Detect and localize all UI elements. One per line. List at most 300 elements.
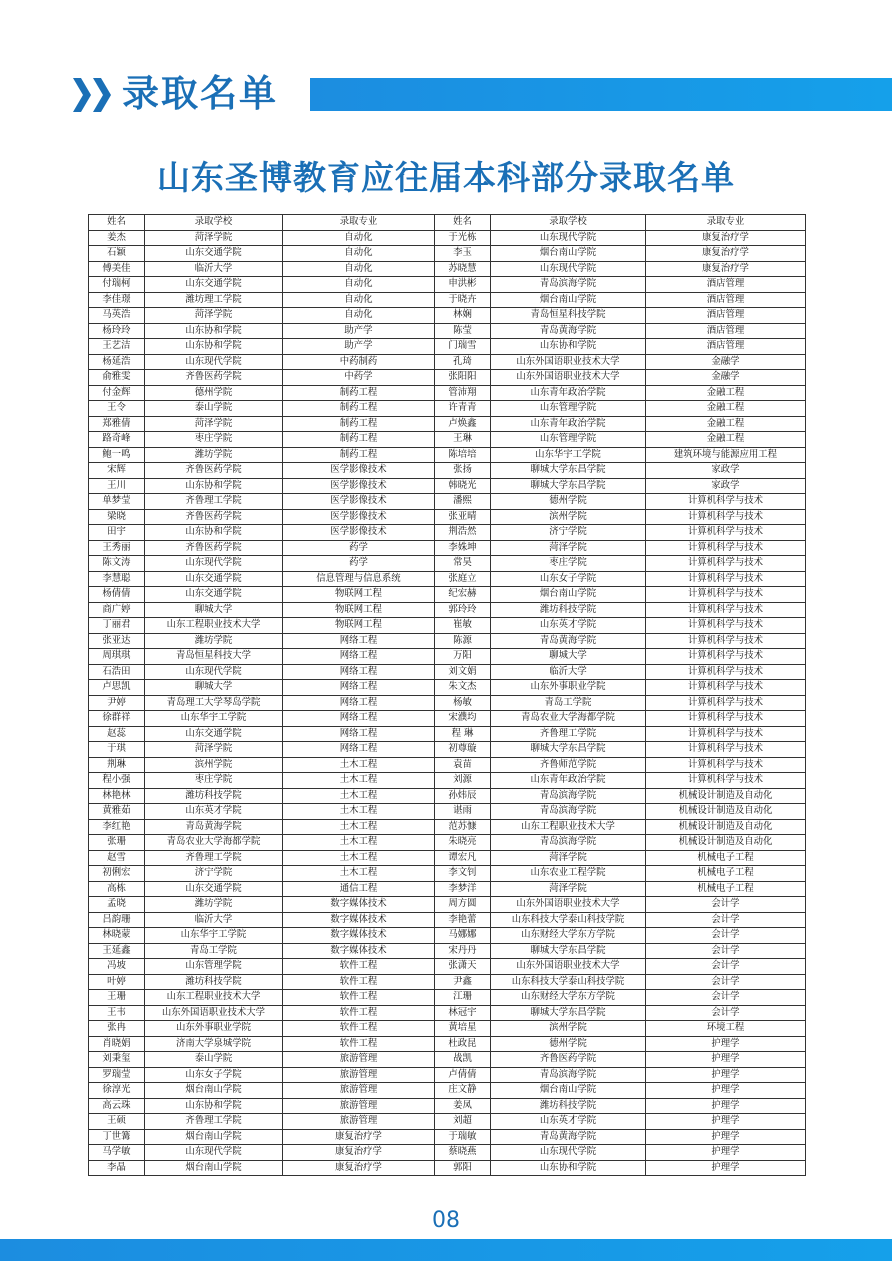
table-cell: 山东农业工程学院 — [491, 866, 646, 882]
table-cell: 青岛滨海学院 — [491, 804, 646, 820]
table-cell: 李姝坤 — [435, 540, 491, 556]
table-cell: 网络工程 — [283, 742, 435, 758]
table-row — [89, 1036, 806, 1052]
table-row — [89, 587, 806, 603]
table-cell: 马英浩 — [89, 308, 145, 324]
table-cell: 山东科技大学泰山科技学院 — [491, 912, 646, 928]
table-cell: 临沂大学 — [145, 261, 283, 277]
table-cell: 酒店管理 — [646, 308, 806, 324]
table-cell: 旅游管理 — [283, 1067, 435, 1083]
table-row — [89, 1114, 806, 1130]
table-cell: 土木工程 — [283, 835, 435, 851]
table-cell: 酒店管理 — [646, 323, 806, 339]
table-cell: 初尊璇 — [435, 742, 491, 758]
column-header: 录取学校 — [145, 215, 283, 231]
table-cell: 崔敏 — [435, 618, 491, 634]
table-cell: 旅游管理 — [283, 1114, 435, 1130]
table-cell: 山东协和学院 — [145, 478, 283, 494]
table-cell: 齐鲁医药学院 — [145, 370, 283, 386]
table-cell: 山东管理学院 — [145, 959, 283, 975]
table-cell: 山东女子学院 — [491, 571, 646, 587]
table-cell: 常昊 — [435, 556, 491, 572]
table-row — [89, 897, 806, 913]
table-cell: 郭阳 — [435, 1160, 491, 1176]
table-cell: 叶婷 — [89, 974, 145, 990]
table-cell: 山东交通学院 — [145, 246, 283, 262]
table-cell: 自动化 — [283, 246, 435, 262]
table-cell: 康复治疗学 — [646, 261, 806, 277]
table-cell: 会计学 — [646, 912, 806, 928]
table-cell: 荆琳 — [89, 757, 145, 773]
table-cell: 张扬 — [435, 463, 491, 479]
table-cell: 潍坊学院 — [145, 897, 283, 913]
table-cell: 王秀丽 — [89, 540, 145, 556]
table-cell: 卢倩倩 — [435, 1067, 491, 1083]
table-cell: 齐鲁理工学院 — [145, 494, 283, 510]
table-cell: 尹鑫 — [435, 974, 491, 990]
table-cell: 山东协和学院 — [491, 339, 646, 355]
table-cell: 山东英才学院 — [491, 1114, 646, 1130]
column-header: 录取专业 — [646, 215, 806, 231]
table-cell: 会计学 — [646, 897, 806, 913]
table-cell: 张庭立 — [435, 571, 491, 587]
table-cell: 计算机科学与技术 — [646, 571, 806, 587]
table-cell: 数字媒体技术 — [283, 928, 435, 944]
table-cell: 金融工程 — [646, 401, 806, 417]
table-cell: 袁苗 — [435, 757, 491, 773]
table-row — [89, 416, 806, 432]
table-cell: 青岛黄海学院 — [145, 819, 283, 835]
table-cell: 烟台南山学院 — [491, 587, 646, 603]
table-cell: 张潇天 — [435, 959, 491, 975]
table-cell: 会计学 — [646, 1005, 806, 1021]
table-cell: 张冉 — [89, 1021, 145, 1037]
table-cell: 土木工程 — [283, 819, 435, 835]
table-cell: 计算机科学与技术 — [646, 525, 806, 541]
table-cell: 土木工程 — [283, 804, 435, 820]
table-cell: 青岛理工大学琴岛学院 — [145, 695, 283, 711]
table-cell: 护理学 — [646, 1145, 806, 1161]
table-row — [89, 323, 806, 339]
table-cell: 土木工程 — [283, 757, 435, 773]
table-cell: 山东财经大学东方学院 — [491, 990, 646, 1006]
table-cell: 王令 — [89, 401, 145, 417]
table-cell: 计算机科学与技术 — [646, 649, 806, 665]
table-cell: 杨敏 — [435, 695, 491, 711]
table-cell: 青岛黄海学院 — [491, 1129, 646, 1145]
table-cell: 山东现代学院 — [145, 1145, 283, 1161]
table-cell: 旅游管理 — [283, 1098, 435, 1114]
table-row — [89, 370, 806, 386]
table-cell: 陈莹 — [435, 323, 491, 339]
table-cell: 谌雨 — [435, 804, 491, 820]
table-cell: 山东协和学院 — [145, 1098, 283, 1114]
table-cell: 山东青年政治学院 — [491, 385, 646, 401]
table-cell: 泰山学院 — [145, 1052, 283, 1068]
table-cell: 网络工程 — [283, 695, 435, 711]
table-cell: 烟台南山学院 — [491, 246, 646, 262]
table-cell: 制药工程 — [283, 432, 435, 448]
table-cell: 金融工程 — [646, 385, 806, 401]
table-cell: 聊城大学 — [491, 649, 646, 665]
column-header: 姓名 — [89, 215, 145, 231]
table-row — [89, 943, 806, 959]
table-cell: 济南大学泉城学院 — [145, 1036, 283, 1052]
table-cell: 自动化 — [283, 292, 435, 308]
table-cell: 杨倩倩 — [89, 587, 145, 603]
table-cell: 护理学 — [646, 1114, 806, 1130]
column-header: 录取专业 — [283, 215, 435, 231]
table-cell: 中药学 — [283, 370, 435, 386]
table-cell: 网络工程 — [283, 633, 435, 649]
table-cell: 齐鲁医药学院 — [145, 463, 283, 479]
table-cell: 杨延浩 — [89, 354, 145, 370]
table-cell: 潍坊理工学院 — [145, 292, 283, 308]
table-cell: 机械设计制造及自动化 — [646, 835, 806, 851]
table-cell: 山东工程职业技术大学 — [145, 990, 283, 1006]
table-cell: 山东青年政治学院 — [491, 416, 646, 432]
table-cell: 山东交通学院 — [145, 881, 283, 897]
table-cell: 王韦 — [89, 1005, 145, 1021]
table-row — [89, 432, 806, 448]
table-cell: 护理学 — [646, 1098, 806, 1114]
table-cell: 付瑞柯 — [89, 277, 145, 293]
table-cell: 郭玲玲 — [435, 602, 491, 618]
table-cell: 山东外国语职业技术大学 — [491, 897, 646, 913]
table-cell: 山东外国语职业技术大学 — [491, 370, 646, 386]
column-header: 录取学校 — [491, 215, 646, 231]
table-cell: 护理学 — [646, 1129, 806, 1145]
table-cell: 临沂大学 — [491, 664, 646, 680]
table-cell: 家政学 — [646, 463, 806, 479]
table-cell: 丁世篝 — [89, 1129, 145, 1145]
table-cell: 山东工程职业技术大学 — [491, 819, 646, 835]
table-cell: 青岛工学院 — [145, 943, 283, 959]
table-cell: 刘超 — [435, 1114, 491, 1130]
table-cell: 孙炜辰 — [435, 788, 491, 804]
table-cell: 商广婷 — [89, 602, 145, 618]
table-cell: 计算机科学与技术 — [646, 587, 806, 603]
table-cell: 郑雅倩 — [89, 416, 145, 432]
table-cell: 数字媒体技术 — [283, 912, 435, 928]
table-cell: 软件工程 — [283, 1005, 435, 1021]
table-cell: 石颖 — [89, 246, 145, 262]
table-cell: 鲍一鸣 — [89, 447, 145, 463]
table-cell: 医学影像技术 — [283, 478, 435, 494]
table-cell: 高云珠 — [89, 1098, 145, 1114]
table-cell: 万阳 — [435, 649, 491, 665]
table-cell: 聊城大学 — [145, 602, 283, 618]
table-cell: 山东华宇工学院 — [145, 928, 283, 944]
table-row — [89, 1067, 806, 1083]
table-cell: 徐群祥 — [89, 711, 145, 727]
table-cell: 枣庄学院 — [145, 432, 283, 448]
table-cell: 护理学 — [646, 1036, 806, 1052]
table-cell: 山东工程职业技术大学 — [145, 618, 283, 634]
table-cell: 康复治疗学 — [283, 1160, 435, 1176]
table-cell: 纪宏赫 — [435, 587, 491, 603]
table-cell: 陈文涛 — [89, 556, 145, 572]
table-row — [89, 385, 806, 401]
table-cell: 聊城大学东昌学院 — [491, 742, 646, 758]
table-cell: 软件工程 — [283, 1021, 435, 1037]
table-cell: 山东外国语职业技术大学 — [491, 959, 646, 975]
table-cell: 朱晓亮 — [435, 835, 491, 851]
table-cell: 山东现代学院 — [145, 354, 283, 370]
table-row — [89, 912, 806, 928]
table-cell: 管沛翔 — [435, 385, 491, 401]
table-cell: 王琳 — [435, 432, 491, 448]
table-cell: 建筑环境与能源应用工程 — [646, 447, 806, 463]
table-cell: 孔琦 — [435, 354, 491, 370]
table-cell: 康复治疗学 — [646, 246, 806, 262]
table-row — [89, 990, 806, 1006]
page-number: 08 — [432, 1208, 460, 1233]
table-cell: 中药制药 — [283, 354, 435, 370]
table-row — [89, 866, 806, 882]
table-cell: 山东女子学院 — [145, 1067, 283, 1083]
table-cell: 李慧聪 — [89, 571, 145, 587]
table-cell: 物联网工程 — [283, 587, 435, 603]
table-cell: 金融工程 — [646, 432, 806, 448]
table-cell: 傅美佳 — [89, 261, 145, 277]
table-cell: 山东现代学院 — [491, 261, 646, 277]
table-cell: 酒店管理 — [646, 277, 806, 293]
table-cell: 山东协和学院 — [491, 1160, 646, 1176]
table-cell: 烟台南山学院 — [145, 1129, 283, 1145]
table-cell: 山东英才学院 — [145, 804, 283, 820]
table-row — [89, 773, 806, 789]
table-row — [89, 974, 806, 990]
table-cell: 刘文娟 — [435, 664, 491, 680]
table-cell: 计算机科学与技术 — [646, 726, 806, 742]
table-row — [89, 788, 806, 804]
table-cell: 王延鑫 — [89, 943, 145, 959]
table-cell: 聊城大学东昌学院 — [491, 478, 646, 494]
table-cell: 齐鲁医药学院 — [145, 540, 283, 556]
table-cell: 软件工程 — [283, 1036, 435, 1052]
table-cell: 王川 — [89, 478, 145, 494]
table-cell: 制药工程 — [283, 416, 435, 432]
table-row — [89, 308, 806, 324]
table-row — [89, 928, 806, 944]
table-cell: 陈源 — [435, 633, 491, 649]
table-row — [89, 618, 806, 634]
table-cell: 王珊 — [89, 990, 145, 1006]
table-cell: 青岛滨海学院 — [491, 788, 646, 804]
table-cell: 程小强 — [89, 773, 145, 789]
table-cell: 潍坊学院 — [145, 633, 283, 649]
table-cell: 山东现代学院 — [145, 556, 283, 572]
table-cell: 潍坊科技学院 — [491, 602, 646, 618]
table-cell: 计算机科学与技术 — [646, 602, 806, 618]
table-cell: 计算机科学与技术 — [646, 742, 806, 758]
table-cell: 枣庄学院 — [491, 556, 646, 572]
table-cell: 自动化 — [283, 261, 435, 277]
footer-accent-bar — [0, 1239, 892, 1261]
chevron-right-icon — [93, 78, 111, 112]
table-cell: 护理学 — [646, 1160, 806, 1176]
table-cell: 济宁学院 — [145, 866, 283, 882]
table-cell: 医学影像技术 — [283, 525, 435, 541]
table-cell: 山东青年政治学院 — [491, 773, 646, 789]
table-cell: 范苏慷 — [435, 819, 491, 835]
table-cell: 医学影像技术 — [283, 463, 435, 479]
table-cell: 周方圆 — [435, 897, 491, 913]
table-cell: 李晶 — [89, 1160, 145, 1176]
table-cell: 家政学 — [646, 478, 806, 494]
table-cell: 齐鲁理工学院 — [491, 726, 646, 742]
table-cell: 山东交通学院 — [145, 277, 283, 293]
table-cell: 通信工程 — [283, 881, 435, 897]
table-row — [89, 726, 806, 742]
table-row — [89, 1129, 806, 1145]
table-cell: 临沂大学 — [145, 912, 283, 928]
table-cell: 药学 — [283, 556, 435, 572]
table-row — [89, 664, 806, 680]
table-cell: 网络工程 — [283, 711, 435, 727]
table-cell: 林娴 — [435, 308, 491, 324]
table-cell: 计算机科学与技术 — [646, 757, 806, 773]
table-cell: 自动化 — [283, 308, 435, 324]
section-title: 录取名单 — [122, 72, 278, 115]
table-cell: 制药工程 — [283, 401, 435, 417]
table-cell: 助产学 — [283, 323, 435, 339]
page-header — [0, 0, 892, 130]
table-cell: 齐鲁医药学院 — [491, 1052, 646, 1068]
table-cell: 李梦洋 — [435, 881, 491, 897]
table-cell: 山东现代学院 — [491, 1145, 646, 1161]
table-cell: 环境工程 — [646, 1021, 806, 1037]
table-cell: 康复治疗学 — [283, 1145, 435, 1161]
table-cell: 杜政昆 — [435, 1036, 491, 1052]
table-cell: 韩晓光 — [435, 478, 491, 494]
table-row — [89, 494, 806, 510]
table-row — [89, 540, 806, 556]
table-row — [89, 850, 806, 866]
table-cell: 卢焕鑫 — [435, 416, 491, 432]
table-cell: 李文钊 — [435, 866, 491, 882]
table-cell: 烟台南山学院 — [491, 1083, 646, 1099]
table-row — [89, 354, 806, 370]
table-cell: 尹婷 — [89, 695, 145, 711]
table-cell: 康复治疗学 — [283, 1129, 435, 1145]
table-cell: 黄培星 — [435, 1021, 491, 1037]
table-cell: 机械设计制造及自动化 — [646, 788, 806, 804]
table-row — [89, 680, 806, 696]
table-cell: 山东现代学院 — [145, 664, 283, 680]
table-row — [89, 571, 806, 587]
table-cell: 冯坡 — [89, 959, 145, 975]
table-cell: 吕韵珊 — [89, 912, 145, 928]
table-cell: 刘秉玺 — [89, 1052, 145, 1068]
table-cell: 山东外国语职业技术大学 — [145, 1005, 283, 1021]
table-cell: 徐淳光 — [89, 1083, 145, 1099]
table-cell: 王硕 — [89, 1114, 145, 1130]
table-cell: 枣庄学院 — [145, 773, 283, 789]
chevron-right-icon — [73, 78, 91, 112]
table-cell: 计算机科学与技术 — [646, 664, 806, 680]
table-cell: 马娜娜 — [435, 928, 491, 944]
table-cell: 计算机科学与技术 — [646, 711, 806, 727]
table-cell: 机械设计制造及自动化 — [646, 804, 806, 820]
table-row — [89, 1021, 806, 1037]
table-cell: 数字媒体技术 — [283, 897, 435, 913]
table-cell: 潍坊科技学院 — [491, 1098, 646, 1114]
table-cell: 土木工程 — [283, 773, 435, 789]
table-cell: 山东科技大学泰山科技学院 — [491, 974, 646, 990]
page-title: 山东圣博教育应往届本科部分录取名单 — [157, 158, 735, 197]
table-cell: 赵雪 — [89, 850, 145, 866]
table-cell: 计算机科学与技术 — [646, 633, 806, 649]
table-row — [89, 447, 806, 463]
table-cell: 菏泽学院 — [491, 881, 646, 897]
table-cell: 青岛农业大学海都学院 — [491, 711, 646, 727]
table-cell: 计算机科学与技术 — [646, 695, 806, 711]
table-row — [89, 1052, 806, 1068]
table-cell: 山东华宇工学院 — [491, 447, 646, 463]
table-row — [89, 261, 806, 277]
table-row — [89, 246, 806, 262]
table-cell: 计算机科学与技术 — [646, 773, 806, 789]
table-cell: 赵蕊 — [89, 726, 145, 742]
table-row — [89, 819, 806, 835]
table-cell: 物联网工程 — [283, 602, 435, 618]
table-cell: 山东外事职业学院 — [145, 1021, 283, 1037]
table-row — [89, 1005, 806, 1021]
table-cell: 山东交通学院 — [145, 571, 283, 587]
table-cell: 德州学院 — [145, 385, 283, 401]
table-cell: 山东交通学院 — [145, 726, 283, 742]
table-cell: 初俐宏 — [89, 866, 145, 882]
table-row — [89, 1160, 806, 1176]
table-cell: 菏泽学院 — [145, 230, 283, 246]
table-cell: 网络工程 — [283, 649, 435, 665]
table-cell: 软件工程 — [283, 974, 435, 990]
table-cell: 青岛恒星科技大学 — [145, 649, 283, 665]
table-cell: 姜杰 — [89, 230, 145, 246]
table-cell: 黄雅茹 — [89, 804, 145, 820]
table-row — [89, 292, 806, 308]
table-row — [89, 1145, 806, 1161]
table-cell: 网络工程 — [283, 664, 435, 680]
table-cell: 青岛黄海学院 — [491, 633, 646, 649]
table-cell: 青岛农业大学海都学院 — [145, 835, 283, 851]
table-cell: 门瑞雪 — [435, 339, 491, 355]
table-cell: 信息管理与信息系统 — [283, 571, 435, 587]
table-cell: 金融工程 — [646, 416, 806, 432]
table-cell: 机械电子工程 — [646, 881, 806, 897]
table-cell: 宋辉 — [89, 463, 145, 479]
table-cell: 制药工程 — [283, 447, 435, 463]
table-cell: 张亚达 — [89, 633, 145, 649]
table-cell: 护理学 — [646, 1067, 806, 1083]
table-cell: 于光栋 — [435, 230, 491, 246]
table-cell: 网络工程 — [283, 680, 435, 696]
table-cell: 蔡晓燕 — [435, 1145, 491, 1161]
table-cell: 马学敏 — [89, 1145, 145, 1161]
table-cell: 滨州学院 — [145, 757, 283, 773]
table-cell: 聊城大学 — [145, 680, 283, 696]
table-row — [89, 742, 806, 758]
admission-table — [88, 214, 806, 1176]
table-row — [89, 602, 806, 618]
table-cell: 路奇峰 — [89, 432, 145, 448]
table-cell: 山东华宇工学院 — [145, 711, 283, 727]
table-cell: 助产学 — [283, 339, 435, 355]
table-row — [89, 633, 806, 649]
table-row — [89, 649, 806, 665]
